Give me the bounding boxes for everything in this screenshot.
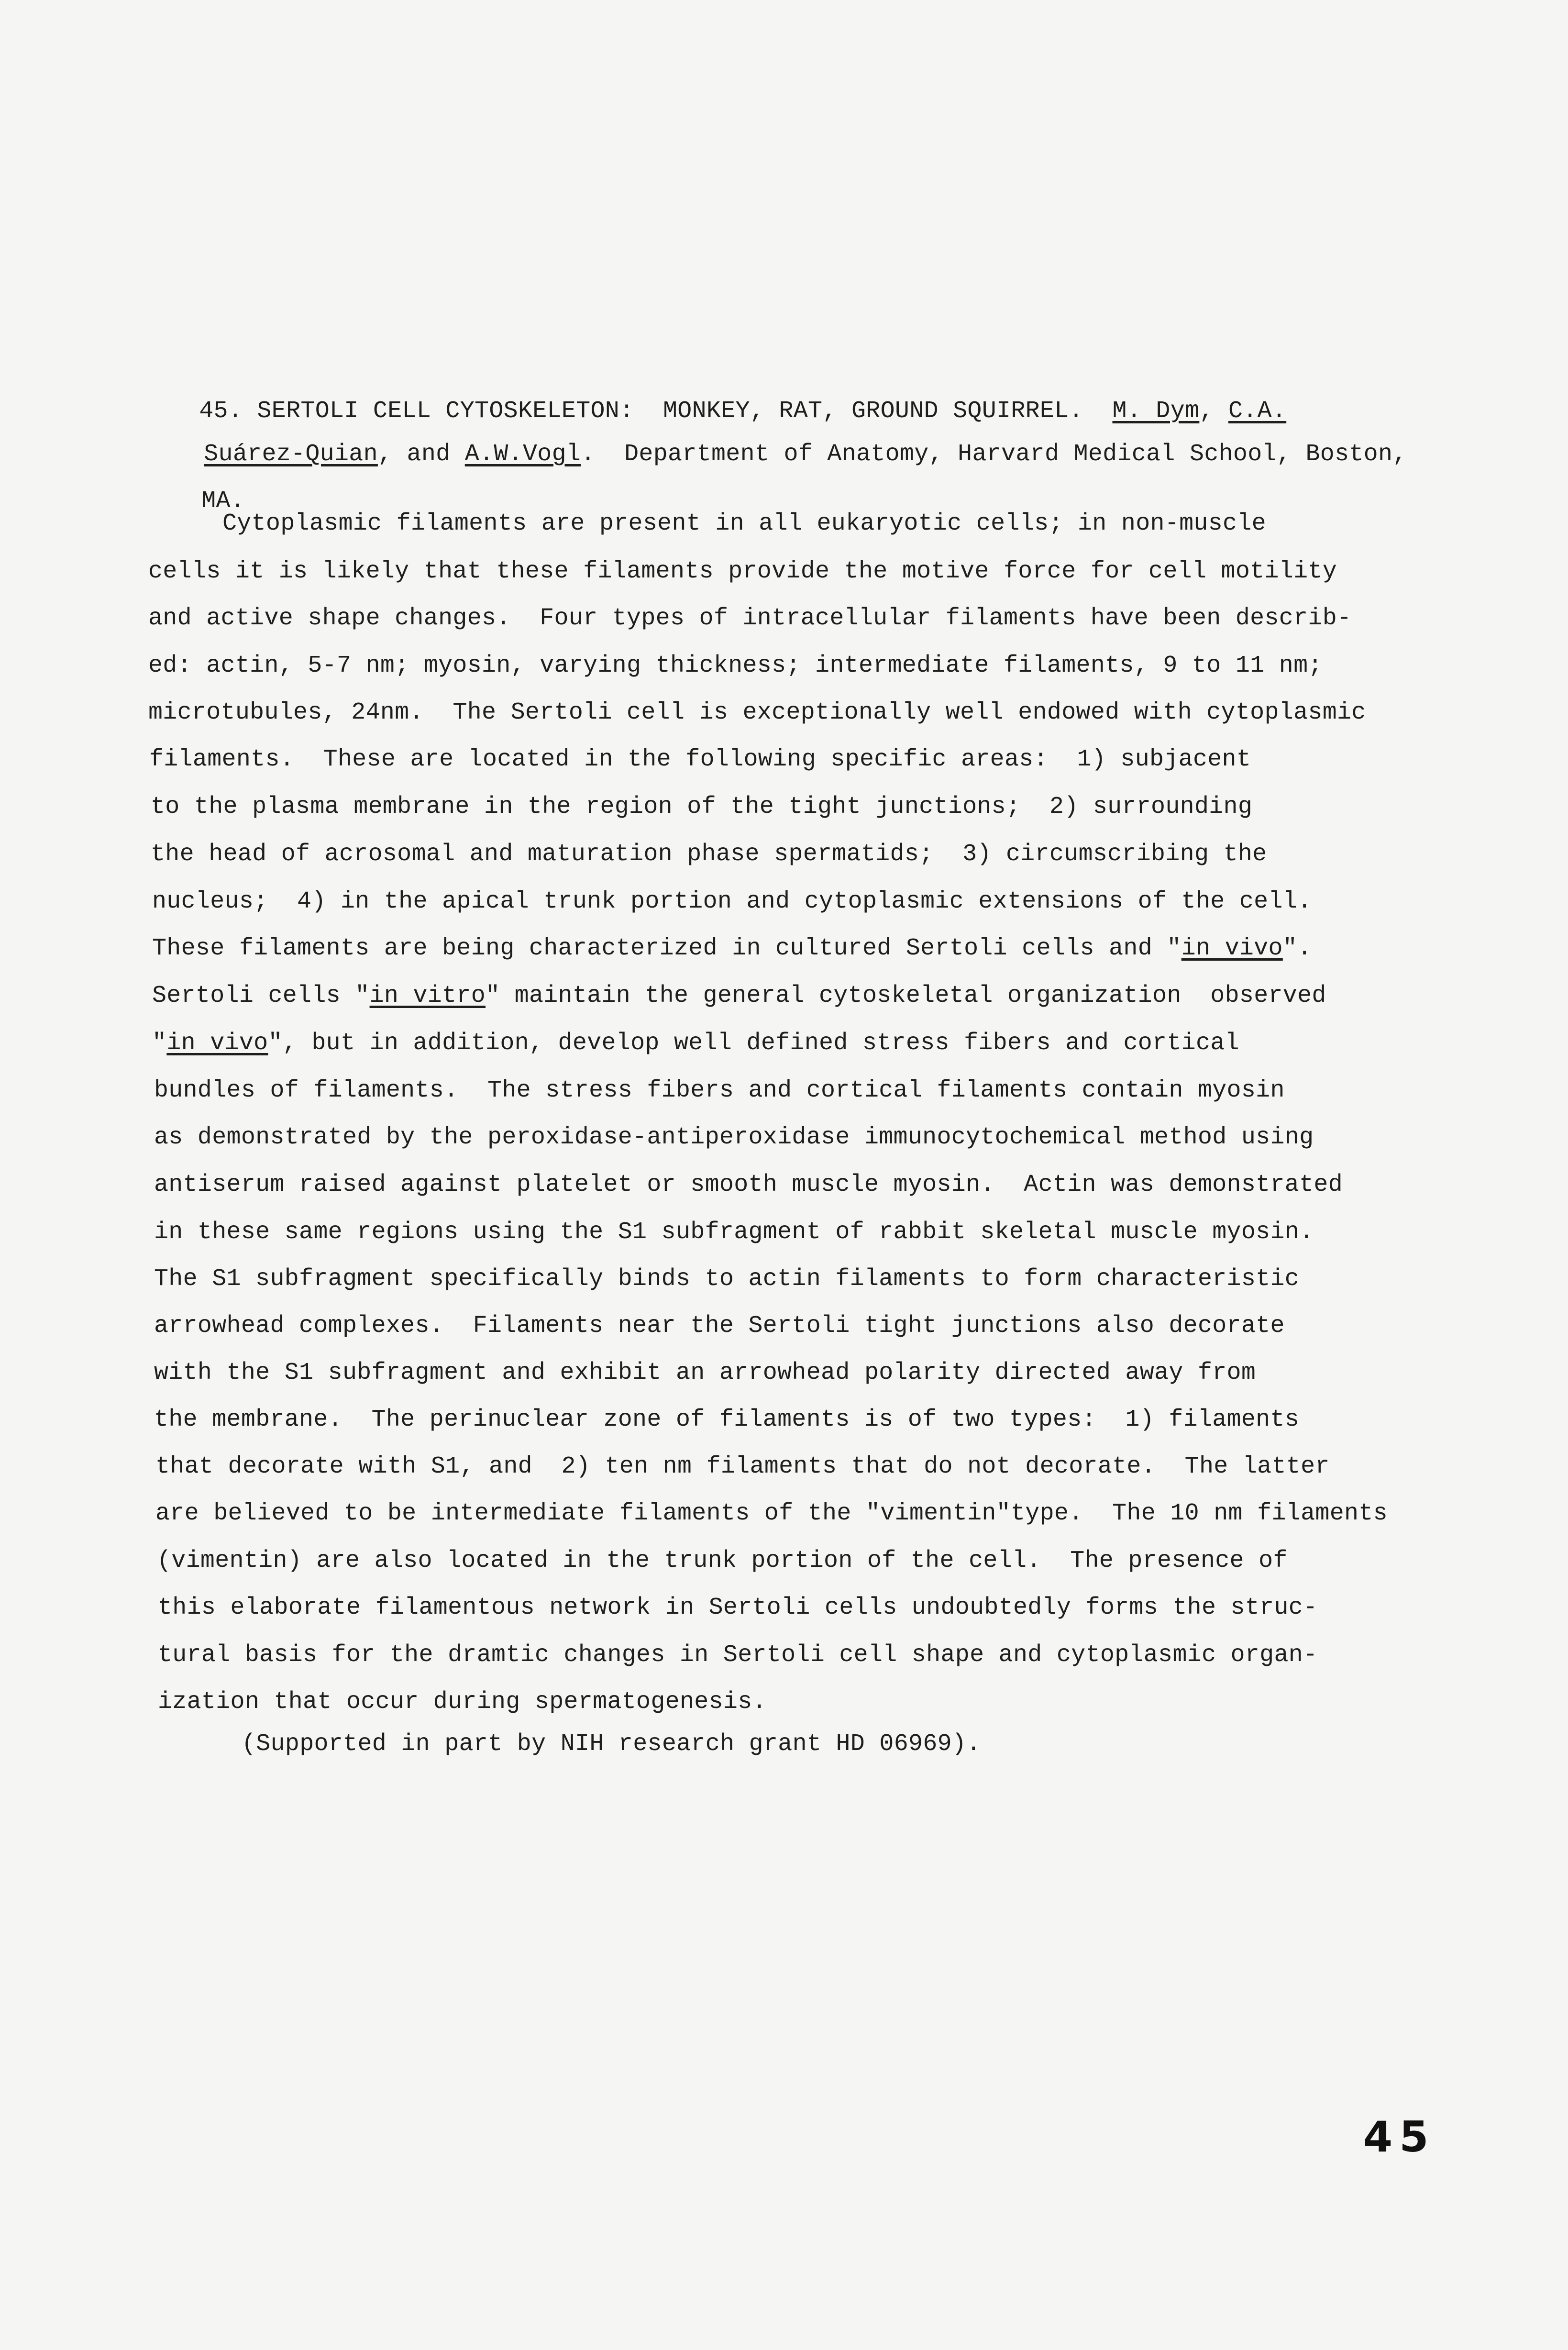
latin-phrase: in vivo: [1181, 935, 1283, 962]
body-line: and active shape changes. Four types of intracellular filaments have been describ-: [148, 605, 1352, 632]
body-line: ed: actin, 5-7 nm; myosin, varying thickness; intermediate filaments, 9 to 11 nm;: [148, 652, 1323, 679]
body-line: (vimentin) are also located in the trunk portion of the cell. The presence of: [157, 1547, 1288, 1574]
body-line: cells it is likely that these filaments provide the motive force for cell motility: [148, 558, 1337, 585]
latin-phrase: in vivo: [166, 1030, 268, 1057]
body-line: are believed to be intermediate filaments of the "vimentin"type. The 10 nm filaments: [155, 1500, 1388, 1527]
abstract-title: SERTOLI CELL CYTOSKELETON: MONKEY, RAT, GROUND SQUIRREL.: [257, 398, 1083, 425]
authors-affiliation-line: Suárez-Quian, and A.W.Vogl. Department of Anatomy, Harvard Medical School, Boston,: [204, 441, 1407, 468]
body-line: microtubules, 24nm. The Sertoli cell is exceptionally well endowed with cytoplasmic: [148, 699, 1366, 726]
body-line: Sertoli cells "in vitro" maintain the general cytoskeletal organization observed: [152, 982, 1326, 1009]
body-line: the membrane. The perinuclear zone of filaments is of two types: 1) filaments: [154, 1406, 1300, 1433]
page-number: 45: [1363, 2112, 1435, 2162]
author-suarez-quian-initials: C.A.: [1228, 398, 1287, 425]
latin-phrase: in vitro: [369, 982, 486, 1009]
body-line: as demonstrated by the peroxidase-antiperoxidase immunocytochemical method using: [154, 1124, 1314, 1151]
affiliation-state: MA.: [201, 488, 245, 515]
body-line: bundles of filaments. The stress fibers and cortical filaments contain myosin: [154, 1077, 1285, 1104]
body-line: to the plasma membrane in the region of the tight junctions; 2) surrounding: [151, 793, 1253, 820]
body-line: arrowhead complexes. Filaments near the Sertoli tight junctions also decorate: [154, 1312, 1285, 1340]
affiliation: Department of Anatomy, Harvard Medical School, Boston,: [624, 441, 1407, 468]
show-through-shadow: [1411, 277, 1526, 1856]
abstract-heading: 45. SERTOLI CELL CYTOSKELETON: MONKEY, RAT, GROUND SQUIRREL. M. Dym, C.A.: [199, 398, 1287, 425]
body-line: The S1 subfragment specifically binds to actin filaments to form characteristic: [154, 1265, 1300, 1293]
author-suarez-quian: Suárez-Quian: [204, 441, 378, 468]
body-line: in these same regions using the S1 subfragment of rabbit skeletal muscle myosin.: [154, 1219, 1314, 1246]
support-note: (Supported in part by NIH research grant HD 06969).: [242, 1730, 981, 1758]
body-line: antiserum raised against platelet or smooth muscle myosin. Actin was demonstrated: [154, 1171, 1343, 1198]
abstract-number: 45.: [199, 398, 243, 425]
body-line: with the S1 subfragment and exhibit an arrowhead polarity directed away from: [154, 1359, 1256, 1386]
body-line: filaments. These are located in the following specific areas: 1) subjacent: [149, 746, 1251, 773]
body-line: Cytoplasmic filaments are present in all eukaryotic cells; in non-muscle: [222, 510, 1266, 537]
body-line: this elaborate filamentous network in Sertoli cells undoubtedly forms the struc-: [158, 1594, 1318, 1621]
body-line: the head of acrosomal and maturation phase spermatids; 3) circumscribing the: [151, 841, 1267, 868]
body-line: nucleus; 4) in the apical trunk portion and cytoplasmic extensions of the cell.: [152, 888, 1312, 915]
body-line: tural basis for the dramtic changes in Sertoli cell shape and cytoplasmic organ-: [158, 1641, 1318, 1669]
body-line: that decorate with S1, and 2) ten nm filaments that do not decorate. The latter: [155, 1453, 1330, 1480]
author-vogl: A.W.Vogl: [464, 441, 581, 468]
author-dym: M. Dym: [1112, 398, 1200, 425]
body-line: ization that occur during spermatogenesis.: [158, 1688, 767, 1716]
body-line: These filaments are being characterized in cultured Sertoli cells and "in vivo".: [152, 935, 1312, 962]
body-line: "in vivo", but in addition, develop well defined stress fibers and cortical: [152, 1030, 1239, 1057]
